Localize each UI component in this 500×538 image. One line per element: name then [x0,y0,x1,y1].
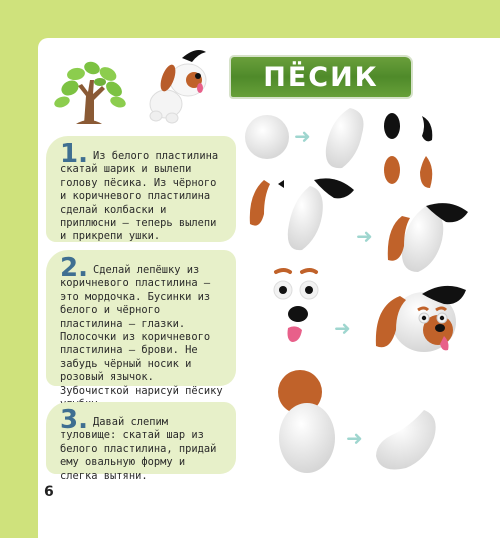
step-text: Из белого пластилина скатай шарик и вылепи голову пёсика. Из чёрного и коричневого пластилина сделай колбаски и приплюсни — теперь вылепи и прикрепи ушки. [60,150,219,243]
step-2-box [46,250,236,397]
dog-icon [138,42,216,126]
arrow-icon: ➜ [356,224,373,248]
step-number: 2. [60,253,88,283]
step-text: Сделай лепёшку из коричневого пластилина — это мордочка. Бусинки из белого и чёрного пластилина — глазки. Полосочки из коричневого пластилина — брови. Не забудь чёрный носик и розовый язычок. Зубочисткой нарисуй пёсику [60,264,223,397]
assembled-head-illustration [380,198,472,278]
step-3-box [46,402,236,482]
page-number: 6 [44,484,54,500]
step-number: 1. [60,139,88,169]
book-page [38,38,500,538]
step-number: 3. [60,405,88,435]
white-body-ball-illustration [276,400,338,476]
head-with-ears-parts-illustration [244,170,358,262]
title-banner [231,57,411,97]
dog-head-illustration [320,104,370,174]
clay-ears-illustration [376,112,446,194]
white-ball-illustration [242,112,292,162]
finished-dog-head-illustration [360,270,472,370]
arrow-icon: ➜ [346,426,363,450]
tree-icon [48,56,130,126]
step-1-box [46,136,236,242]
arrow-icon: ➜ [294,124,311,148]
dog-body-illustration [370,404,442,476]
step-text: Давай слепим туловище: скатай шар из белого пластилина, придай ему овальную форму и слегка вытяни. [60,416,217,482]
arrow-icon: ➜ [334,316,351,340]
page-title: ПЁСИК [263,61,379,93]
